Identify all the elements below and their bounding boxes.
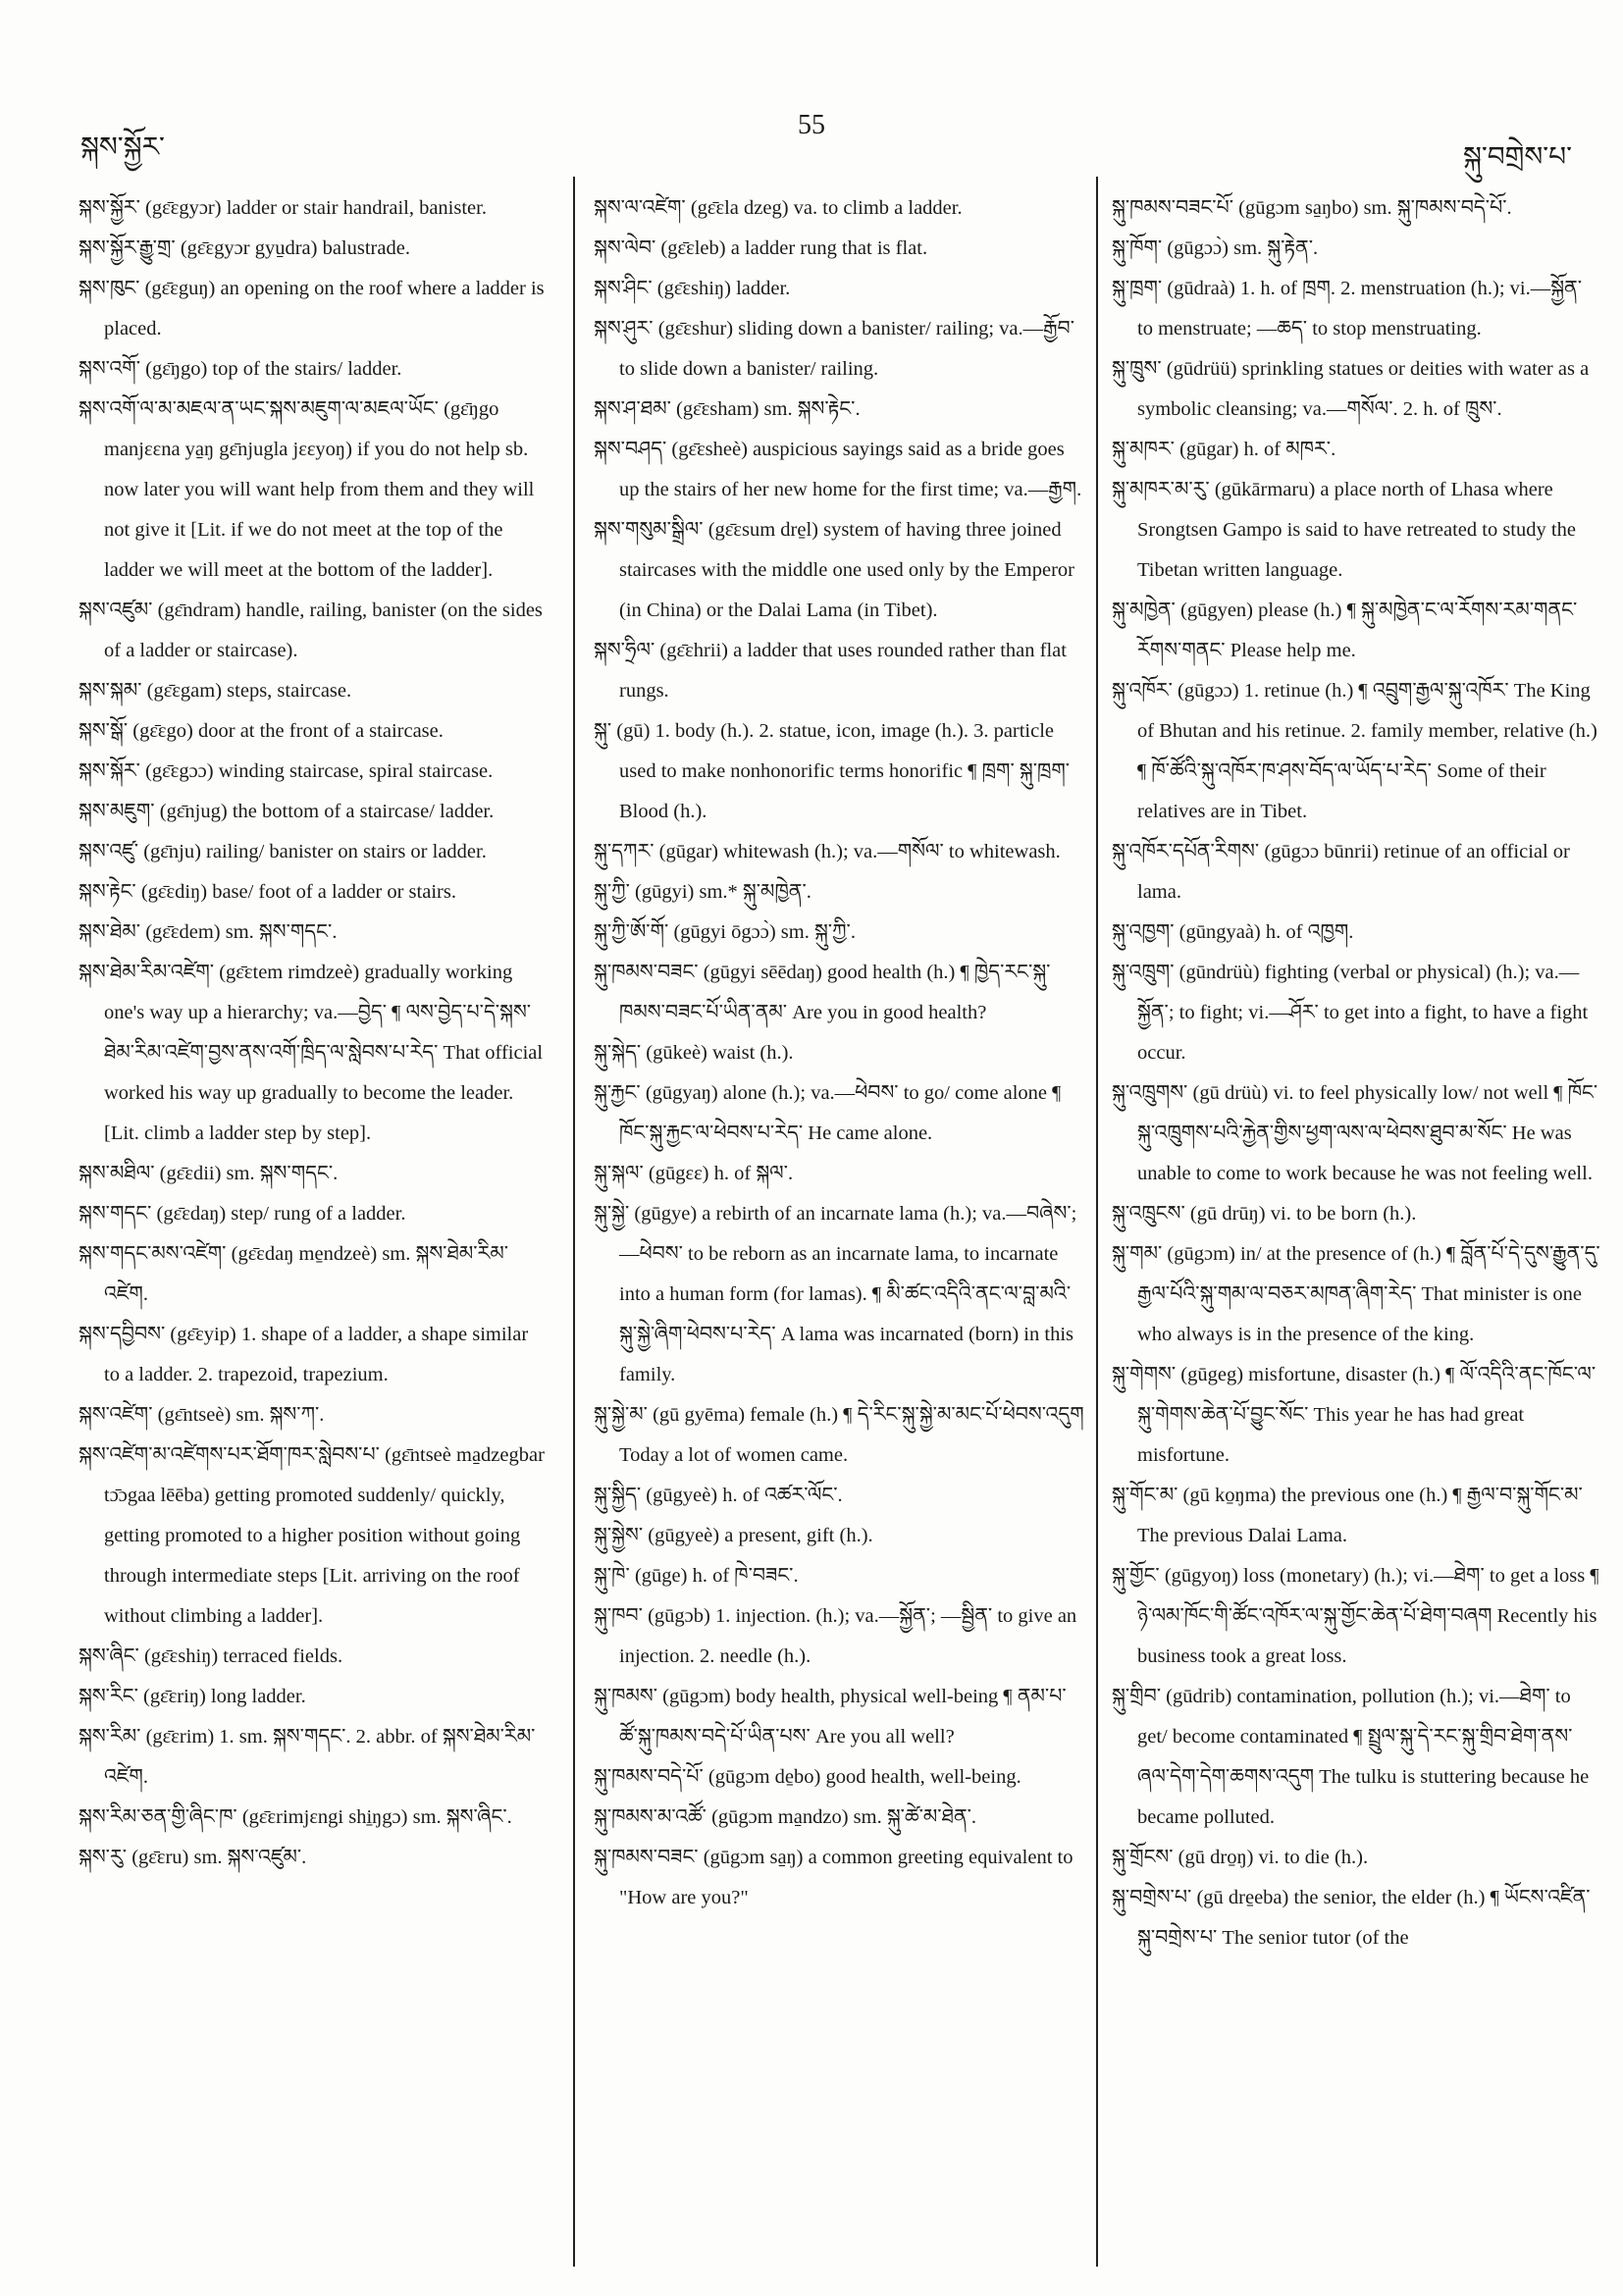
dictionary-entry — [594, 269, 1084, 309]
entry-headword: སྐུ་ཀྱི་ — [594, 881, 630, 903]
dictionary-entry — [1112, 1194, 1602, 1234]
entry-headword: སྐས་སྐྱོར་རྒྱུ་གྲ་ — [79, 237, 176, 259]
dictionary-entry — [79, 591, 548, 671]
dictionary-entry — [594, 430, 1084, 510]
entry-definition: (gūgyeè) h. of འཚར་ལོང་. — [641, 1485, 843, 1506]
dictionary-entry — [79, 188, 548, 229]
entry-definition: (gūngyaà) h. of འཁྱག. — [1174, 921, 1354, 943]
entry-definition: (gɛ̄ɛdii) sm. སྐས་གདང་. — [154, 1163, 339, 1184]
entry-headword: སྐུ་འཁྲུངས་ — [1112, 1203, 1185, 1225]
dictionary-entry — [594, 229, 1084, 269]
entry-headword: སྐུ་སྐྱེ་མ་ — [594, 1404, 648, 1426]
dictionary-entry — [1112, 229, 1602, 269]
entry-definition: (gūkeè) waist (h.). — [641, 1042, 794, 1064]
entry-headword: སྐས་འཛེག་མ་འཛེགས་པར་ཐོག་ཁར་སླེབས་པ་ — [79, 1444, 380, 1466]
entry-headword: སྐུ་སྐྱེ་ — [594, 1203, 630, 1225]
entry-definition: (gɛ̄ɛgam) steps, staircase. — [141, 680, 352, 702]
entry-definition: (gɛ̄ntseè ma̱dzegbar tɔ̄ɔgaa lēēba) getting promoted suddenly/ quickly, getting promoted to a higher position without going through intermediate steps [Lit. arriving on the roof without climbing a ladder]. — [104, 1444, 545, 1627]
dictionary-entry — [79, 269, 548, 349]
entry-headword: སྐས་འཛུམ་ — [79, 600, 153, 621]
entry-definition: (gū dre̱eba) the senior, the elder (h.) ¶ ཡོངས་འཛིན་སྐུ་བགྲེས་པ་ The senior tutor (of the — [1137, 1887, 1591, 1949]
entry-headword: སྐུ་མཁར་མ་རུ་ — [1112, 479, 1210, 500]
entry-definition: (gū drūŋ) vi. to be born (h.). — [1184, 1203, 1417, 1225]
column-1 — [79, 188, 548, 2276]
entry-definition: (gūgyen) please (h.) ¶ སྐུ་མཁྱེན་ང་ལ་རོགས་རམ་གནང་རོགས་གནང་ Please help me. — [1137, 600, 1578, 661]
dictionary-entry — [1112, 1878, 1602, 1958]
entry-definition: (gūgeg) misfortune, disaster (h.) ¶ ལོ་འདིའི་ནང་ཁོང་ལ་སྐུ་གེགས་ཆེན་པོ་བྱུང་སོང་ This year he has had great misfortune. — [1137, 1364, 1597, 1466]
entry-definition: (gūgyi ōgɔɔ̀) sm. སྐུ་ཀྱི་. — [668, 921, 856, 943]
entry-definition: (gūgɔm) in/ at the presence of (h.) ¶ བློན་པོ་དེ་དུས་རྒྱུན་དུ་རྒྱལ་པོའི་སྐུ་གམ་ལ་བཅར་མཁན་ཞིག་རེད་ That minister is one who always is in the presence of the king. — [1137, 1243, 1600, 1345]
dictionary-entry — [79, 1838, 548, 1878]
dictionary-entry — [594, 1838, 1084, 1918]
entry-headword: སྐུ་ཁམས་མ་འཚོ་ — [594, 1806, 707, 1828]
entry-headword: སྐུ་འཁོར་དཔོན་རིགས་ — [1112, 841, 1260, 862]
entry-headword: སྐུ་ཀྱི་ཨོ་གོ་ — [594, 921, 669, 943]
entry-headword: སྐས་གསུམ་སྒྲིལ་ — [594, 519, 704, 541]
dictionary-entry — [79, 872, 548, 913]
dictionary-entry — [1112, 1234, 1602, 1355]
dictionary-entry — [1112, 188, 1602, 229]
entry-definition: (gɛ̄ndram) handle, railing, banister (on the sides of a ladder or staircase). — [104, 600, 543, 661]
entry-definition: (gūgɔɔ) 1. retinue (h.) ¶ འབྲུག་རྒྱལ་སྐུ་འཁོར་ The King of Bhutan and his retinue. 2. family member, relative (h.) ¶ ཁོ་ཚོའི་སྐུ་འཁོར་ཁ་ཤས་བོད་ལ་ཡོད་པ་རེད་ Some of their relatives are in Tibet. — [1137, 680, 1597, 822]
column-divider — [1096, 177, 1098, 2267]
entry-headword: སྐས་མཐིལ་ — [79, 1163, 155, 1184]
entry-headword: སྐས་དབྱིབས་ — [79, 1324, 166, 1345]
entry-definition: (gɛ̄ɛrim) 1. sm. སྐས་གདང་. 2. abbr. of སྐས་ཐེམ་རིམ་འཛེག. — [104, 1726, 536, 1788]
dictionary-entry — [594, 309, 1084, 390]
dictionary-entry — [79, 390, 548, 591]
entry-definition: (gɛ̄njug) the bottom of a staircase/ ladder. — [154, 801, 495, 822]
dictionary-entry — [79, 1154, 548, 1194]
entry-definition: (gūndrüù) fighting (verbal or physical) (h.); va.—སྐྱོན་; to fight; vi.—ཤོར་ to get into a fight, to have a fight occur. — [1137, 962, 1589, 1064]
entry-definition: (gū drüù) vi. to feel physically low/ not well ¶ ཁོང་སྐུ་འཁྲུགས་པའི་རྐྱེན་གྱིས་ཕྱག་ལས་ལ་ཕེབས་ཐུབ་མ་སོང་ He was unable to come to work because he was not feeling well. — [1137, 1082, 1598, 1184]
entry-definition: (gɛ̄ɛsum dre̱l) system of having three joined staircases with the middle one used only by the Emperor (in China) or the Dalai Lama (in Tibet). — [619, 519, 1074, 621]
entry-headword: སྐས་སྐྱོར་ — [79, 197, 140, 219]
dictionary-entry — [594, 1033, 1084, 1073]
entry-definition: (gɛ̄ɛguŋ) an opening on the roof where a ladder is placed. — [104, 278, 545, 339]
entry-headword: སྐས་སྐམ་ — [79, 680, 142, 702]
entry-definition: (gɛ̄ɛyip) 1. shape of a ladder, a shape similar to a ladder. 2. trapezoid, trapezium. — [104, 1324, 529, 1385]
entry-headword: སྐུ་ཁབ་ — [594, 1605, 643, 1627]
column-2 — [594, 188, 1084, 2276]
entry-headword: སྐུ་མཁྱེན་ — [1112, 600, 1176, 621]
entry-definition: (gɛ̄ɛriŋ) long ladder. — [137, 1686, 306, 1707]
entry-headword: སྐས་ཞིང་ — [79, 1645, 139, 1667]
dictionary-entry — [79, 229, 548, 269]
dictionary-entry — [1112, 1677, 1602, 1838]
entry-headword: སྐས་ལ་འཛེག་ — [594, 197, 686, 219]
dictionary-entry — [79, 913, 548, 953]
entry-headword: སྐུ་གོང་མ་ — [1112, 1485, 1178, 1506]
entry-headword: སྐུ་སྐྱིད་ — [594, 1485, 642, 1506]
dictionary-entry — [79, 1435, 548, 1637]
left-guide-word: སྐས་སྐྱོར་ — [80, 132, 165, 163]
entry-headword: སྐུ་སྐེད་ — [594, 1042, 642, 1064]
entry-definition: (gūgɔm de̱bo) good health, well-being. — [703, 1766, 1021, 1788]
entry-definition: (gɛ̄ɛtem rimdzeè) gradually working one's way up a hierarchy; va.—བྱེད་ ¶ ལས་བྱེད་པ་དེ་སྐས་ཐེམ་རིམ་འཛེག་བྱས་ནས་འགོ་ཁྲིད་ལ་སླེབས་པ་རེད་ That official worked his way up gradually to become the leader. [Lit. climb a ladder step by step]. — [104, 962, 544, 1144]
entry-definition: (gūgɔm sa̱ŋ) a common greeting equivalent to "How are you?" — [619, 1847, 1073, 1908]
entry-definition: (gūgyeè) a present, gift (h.). — [643, 1525, 873, 1546]
dictionary-entry — [79, 349, 548, 390]
entry-definition: (gūge) h. of ཁེ་བཟང་. — [629, 1565, 799, 1587]
dictionary-entry — [594, 631, 1084, 711]
entry-headword: སྐས་ཤིང་ — [594, 278, 653, 299]
dictionary-entry — [594, 913, 1084, 953]
entry-headword: སྐས་རྟེང་ — [79, 881, 136, 903]
dictionary-entry — [79, 1717, 548, 1798]
entry-definition: (gɛ̄ɛgɔɔ) winding staircase, spiral staircase. — [139, 760, 494, 782]
entry-definition: (gɛ̄ɛdem) sm. སྐས་གདང་. — [140, 921, 338, 943]
entry-headword: སྐུ་ཁམས་བཟང་ — [594, 1847, 699, 1868]
entry-definition: (gūgyaŋ) alone (h.); va.—ཕེབས་ to go/ come alone ¶ ཁོང་སྐུ་རྐྱང་ལ་ཕེབས་པ་རེད་ He came alone. — [619, 1082, 1062, 1144]
entry-headword: སྐས་ཁུང་ — [79, 278, 140, 299]
entry-headword: སྐུ་གྲིབ་ — [1112, 1686, 1162, 1707]
entry-headword: སྐས་འགོ་ལ་མ་མཇལ་ན་ཡང་སྐས་མཇུག་ལ་མཇལ་ཡོང་ — [79, 398, 439, 420]
dictionary-entry — [1112, 430, 1602, 470]
entry-headword: སྐུ་རྐྱང་ — [594, 1082, 641, 1104]
entry-definition: (gūgɔm ma̱ndzo) sm. སྐུ་ཚེ་མ་ཐེན་. — [706, 1806, 977, 1828]
entry-definition: (gɛ̄ɛshur) sliding down a banister/ railing; va.—རྒྱོབ་ to slide down a banister/ railing. — [619, 318, 1074, 380]
entry-definition: (gūgyi sēēdaŋ) good health (h.) ¶ ཁྱེད་རང་སྐུ་ཁམས་བཟང་པོ་ཡིན་ནམ་ Are you in good health? — [619, 962, 1051, 1023]
entry-definition: (gūdrüü) sprinkling statues or deities with water as a symbolic cleansing; va.—གསོལ་. 2. h. of ཁྲུས་. — [1137, 358, 1590, 420]
dictionary-entry — [79, 1315, 548, 1395]
dictionary-entry — [79, 792, 548, 832]
entry-definition: (gūgye) a rebirth of an incarnate lama (h.); va.—བཞེས་; —ཕེབས་ to be reborn as an incarnate lama, to incarnate into a human form (for lamas). ¶ མི་ཚང་འདིའི་ནང་ལ་བླ་མའི་སྐུ་སྐྱེ་ཞིག་ཕེབས་པ་རེད་ A lama was incarnated (born) in this family. — [619, 1203, 1077, 1385]
entry-headword: སྐས་ཤུར་ — [594, 318, 654, 339]
dictionary-entry — [1112, 832, 1602, 913]
entry-headword: སྐས་ལེབ་ — [594, 237, 656, 259]
right-guide-word: སྐུ་བགྲེས་པ་ — [1462, 142, 1572, 173]
entry-headword: སྐུ་གེགས་ — [1112, 1364, 1177, 1385]
entry-definition: (gɛ̄ɛdiŋ) base/ foot of a ladder or stairs. — [135, 881, 456, 903]
dictionary-entry — [1112, 1556, 1602, 1677]
dictionary-entry — [594, 1516, 1084, 1556]
dictionary-entry — [594, 1154, 1084, 1194]
dictionary-entry — [79, 1798, 548, 1838]
dictionary-entry — [1112, 591, 1602, 671]
entry-headword: སྐུ་སྐལ་ — [594, 1163, 644, 1184]
entry-headword: སྐས་ཐེམ་རིམ་འཛེག་ — [79, 962, 215, 983]
entry-definition: (gɛ̄ɛshiŋ) terraced fields. — [138, 1645, 343, 1667]
dictionary-entry — [594, 872, 1084, 913]
dictionary-entry — [594, 1073, 1084, 1154]
entry-headword: སྐུ་ཁམས་བདེ་པོ་ — [594, 1766, 704, 1788]
entry-definition: (gɛ̄ɛsheè) auspicious sayings said as a bride goes up the stairs of her new home for the first time; va.—རྒྱག. — [619, 439, 1082, 500]
entry-headword: སྐས་འགོ་ — [79, 358, 141, 380]
dictionary-entry — [1112, 1073, 1602, 1194]
entry-definition: (gɛ̄nju) railing/ banister on stairs or ladder. — [138, 841, 487, 862]
entry-definition: (gɛ̄ɛshiŋ) ladder. — [652, 278, 791, 299]
dictionary-entry — [79, 832, 548, 872]
entry-headword: སྐས་ཧྲིལ་ — [594, 640, 655, 661]
dictionary-entry — [79, 1677, 548, 1717]
entry-definition: (gɛ̄ɛgyɔr) ladder or stair handrail, banister. — [139, 197, 487, 219]
dictionary-entry — [594, 1476, 1084, 1516]
dictionary-entry — [1112, 470, 1602, 591]
entry-headword: སྐུ་ཁོག་ — [1112, 237, 1163, 259]
entry-definition: (gūdraà) 1. h. of ཁྲག. 2. menstruation (h.); vi.—སྐྱོན་ to menstruate; —ཆད་ to stop menstruating. — [1137, 278, 1583, 339]
dictionary-entry — [1112, 671, 1602, 832]
entry-definition: (gūgyi) sm.* སྐུ་མཁྱེན་. — [629, 881, 812, 903]
dictionary-entry — [594, 1556, 1084, 1596]
entry-headword: སྐས་རིང་ — [79, 1686, 138, 1707]
entry-headword: སྐས་སྐོར་ — [79, 760, 140, 782]
dictionary-entry — [79, 671, 548, 711]
entry-definition: (gɛ̄ɛla dzeg) va. to climb a ladder. — [685, 197, 963, 219]
dictionary-entry — [594, 1596, 1084, 1677]
entry-headword: སྐས་བཤད་ — [594, 439, 667, 460]
dictionary-entry — [594, 1798, 1084, 1838]
entry-definition: (gɛ̄ɛdaŋ) step/ rung of a ladder. — [151, 1203, 406, 1225]
entry-definition: (gū dro̱ŋ) vi. to die (h.). — [1173, 1847, 1369, 1868]
dictionary-entry — [1112, 1476, 1602, 1556]
dictionary-entry — [79, 752, 548, 792]
entry-definition: (gɛ̄ɛru) sm. སྐས་འཛུམ་. — [127, 1847, 307, 1868]
dictionary-entry — [594, 1395, 1084, 1476]
dictionary-entry — [1112, 913, 1602, 953]
dictionary-entry — [594, 832, 1084, 872]
entry-definition: (gūgɔm sa̱ŋbo) sm. སྐུ་ཁམས་བདེ་པོ་. — [1233, 197, 1512, 219]
entry-headword: སྐུ་དཀར་ — [594, 841, 654, 862]
dictionary-entry — [1112, 269, 1602, 349]
entry-headword: སྐས་གདང་ — [79, 1203, 152, 1225]
entry-definition: (gū ko̱ŋma) the previous one (h.) ¶ རྒྱལ་བ་སྐུ་གོང་མ་ The previous Dalai Lama. — [1137, 1485, 1583, 1546]
entry-definition: (gɛ̄ɛrimjɛngi shi̱ŋgɔ) sm. སྐས་ཞིང་. — [236, 1806, 512, 1828]
entry-headword: སྐུ་ཁྲུས་ — [1112, 358, 1162, 380]
entry-headword: སྐས་སྒོ་ — [79, 720, 129, 742]
entry-headword: སྐུ་གྱོང་ — [1112, 1565, 1160, 1587]
entry-definition: (gūkārmaru) a place north of Lhasa where Srongtsen Gampo is said to have retreated to study the Tibetan written language. — [1137, 479, 1576, 581]
entry-definition: (gū gyēma) female (h.) ¶ དེ་རིང་སྐུ་སྐྱེ་མ་མང་པོ་ཕེབས་འདུག Today a lot of women came. — [619, 1404, 1084, 1466]
entry-headword: སྐུ་འཁྱག་ — [1112, 921, 1175, 943]
entry-headword: སྐས་འཛེག་ — [79, 1404, 153, 1426]
entry-headword: སྐུ་འཁོར་ — [1112, 680, 1173, 702]
entry-headword: སྐུ་ཁམས་ — [594, 1686, 658, 1707]
entry-definition: (gɛ̄ŋgo) top of the stairs/ ladder. — [140, 358, 402, 380]
entry-definition: (gūdrib) contamination, pollution (h.); vi.—ཐེག་ to get/ become contaminated ¶ སྤྲུལ་སྐུ་དེ་རང་སྐུ་གྲིབ་ཐེག་ནས་ཞལ་དེག་དེག་ཆགས་འདུག The tulku is stuttering because he became polluted. — [1137, 1686, 1590, 1828]
entry-headword: སྐས་རིམ་ཅན་གྱི་ཞིང་ཁ་ — [79, 1806, 237, 1828]
page-number: 55 — [798, 110, 825, 140]
dictionary-entry — [594, 1757, 1084, 1798]
entry-headword: སྐུ་གྲོངས་ — [1112, 1847, 1174, 1868]
column-divider — [573, 177, 575, 2267]
dictionary-entry — [79, 711, 548, 752]
entry-headword: སྐས་ཐེམ་ — [79, 921, 141, 943]
entry-headword: སྐས་རིམ་ — [79, 1726, 141, 1748]
dictionary-entry — [594, 510, 1084, 631]
entry-headword: སྐུ་ཁམས་བཟང་ — [594, 962, 699, 983]
entry-headword: སྐུ་སྐྱེས་ — [594, 1525, 644, 1546]
entry-definition: (gɛ̄ntseè) sm. སྐས་ཀ་. — [152, 1404, 325, 1426]
entry-definition: (gū) 1. body (h.). 2. statue, icon, image (h.). 3. particle used to make nonhonorific terms honorific ¶ ཁྲག་ སྐུ་ཁྲག་ Blood (h.). — [611, 720, 1071, 822]
entry-headword: སྐུ་འཁྲུག་ — [1112, 962, 1175, 983]
entry-definition: (gɛ̄ɛgyɔr gyu̱dra) balustrade. — [175, 237, 410, 259]
entry-headword: སྐུ་འཁྲུགས་ — [1112, 1082, 1188, 1104]
entry-definition: (gūgɛɛ) h. of སྐལ་. — [643, 1163, 794, 1184]
entry-headword: སྐས་ཤ་ཐམ་ — [594, 398, 671, 420]
dictionary-entry — [79, 1234, 548, 1315]
dictionary-entry — [594, 1677, 1084, 1757]
entry-headword: སྐས་རུ་ — [79, 1847, 128, 1868]
entry-definition: (gūgyoŋ) loss (monetary) (h.); vi.—ཐེག་ to get a loss ¶ ཉེ་ལམ་ཁོང་གི་ཚོང་འཁོར་ལ་སྐུ་གྱོང་ཆེན་པོ་ཐེག་བཞག Recently his business took a great loss. — [1137, 1565, 1599, 1667]
entry-headword: སྐུ་ཁེ་ — [594, 1565, 630, 1587]
entry-definition: (gūgɔɔ̀) sm. སྐུ་རྟེན་. — [1162, 237, 1319, 259]
entry-headword: སྐུ་ — [594, 720, 612, 742]
dictionary-entry — [1112, 1355, 1602, 1476]
entry-headword: སྐས་གདང་མས་འཛེག་ — [79, 1243, 227, 1265]
dictionary-entry — [1112, 953, 1602, 1073]
entry-definition: (gūgɔm) body health, physical well-being ¶ ནམ་པ་ཚོ་སྐུ་ཁམས་བདེ་པོ་ཡིན་པས་ Are you all well? — [619, 1686, 1067, 1748]
entry-definition: (gɛ̄ŋgo manjɛɛna ya̱ŋ gɛ̄njugla jɛɛyoŋ) if you do not help sb. now later you will want help from them and they will not give it [Lit. if we do not meet at the top of the ladder we will meet at the bottom of the ladder]. — [104, 398, 535, 581]
entry-definition: (gūgɔb) 1. injection. (h.); va.—སྐྱོན་; —སྦྱིན་ to give an injection. 2. needle (h.). — [619, 1605, 1077, 1667]
dictionary-entry — [1112, 1838, 1602, 1878]
entry-headword: སྐུ་གམ་ — [1112, 1243, 1163, 1265]
entry-definition: (gɛ̄ɛgo) door at the front of a staircase. — [128, 720, 444, 742]
entry-definition: (gūgɔɔ būnrii) retinue of an official or lama. — [1137, 841, 1570, 903]
dictionary-entry — [1112, 349, 1602, 430]
column-3 — [1112, 188, 1602, 2276]
entry-definition: (gɛ̄ɛdaŋ me̱ndzeè) sm. སྐས་ཐེམ་རིམ་འཛེག. — [104, 1243, 509, 1305]
entry-headword: སྐས་མཇུག་ — [79, 801, 155, 822]
dictionary-entry — [79, 1194, 548, 1234]
entry-headword: སྐས་འཛུ་ — [79, 841, 139, 862]
entry-headword: སྐུ་བགྲེས་པ་ — [1112, 1887, 1192, 1908]
entry-headword: སྐུ་མཁར་ — [1112, 439, 1175, 460]
dictionary-entry — [79, 1395, 548, 1435]
entry-definition: (gɛ̄ɛleb) a ladder rung that is flat. — [655, 237, 928, 259]
dictionary-entry — [594, 390, 1084, 430]
entry-definition: (gūgar) whitewash (h.); va.—གསོལ་ to whitewash. — [654, 841, 1061, 862]
entry-headword: སྐུ་ཁྲག་ — [1112, 278, 1163, 299]
dictionary-entry — [594, 711, 1084, 832]
entry-definition: (gɛ̄ɛhrii) a ladder that uses rounded rather than flat rungs. — [619, 640, 1067, 702]
dictionary-entry — [594, 953, 1084, 1033]
entry-headword: སྐུ་ཁམས་བཟང་པོ་ — [1112, 197, 1234, 219]
entry-definition: (gūgar) h. of མཁར་. — [1174, 439, 1336, 460]
dictionary-entry — [79, 953, 548, 1154]
dictionary-entry — [594, 188, 1084, 229]
entry-definition: (gɛ̄ɛsham) sm. སྐས་རྟེང་. — [670, 398, 861, 420]
dictionary-entry — [79, 1637, 548, 1677]
dictionary-entry — [594, 1194, 1084, 1395]
